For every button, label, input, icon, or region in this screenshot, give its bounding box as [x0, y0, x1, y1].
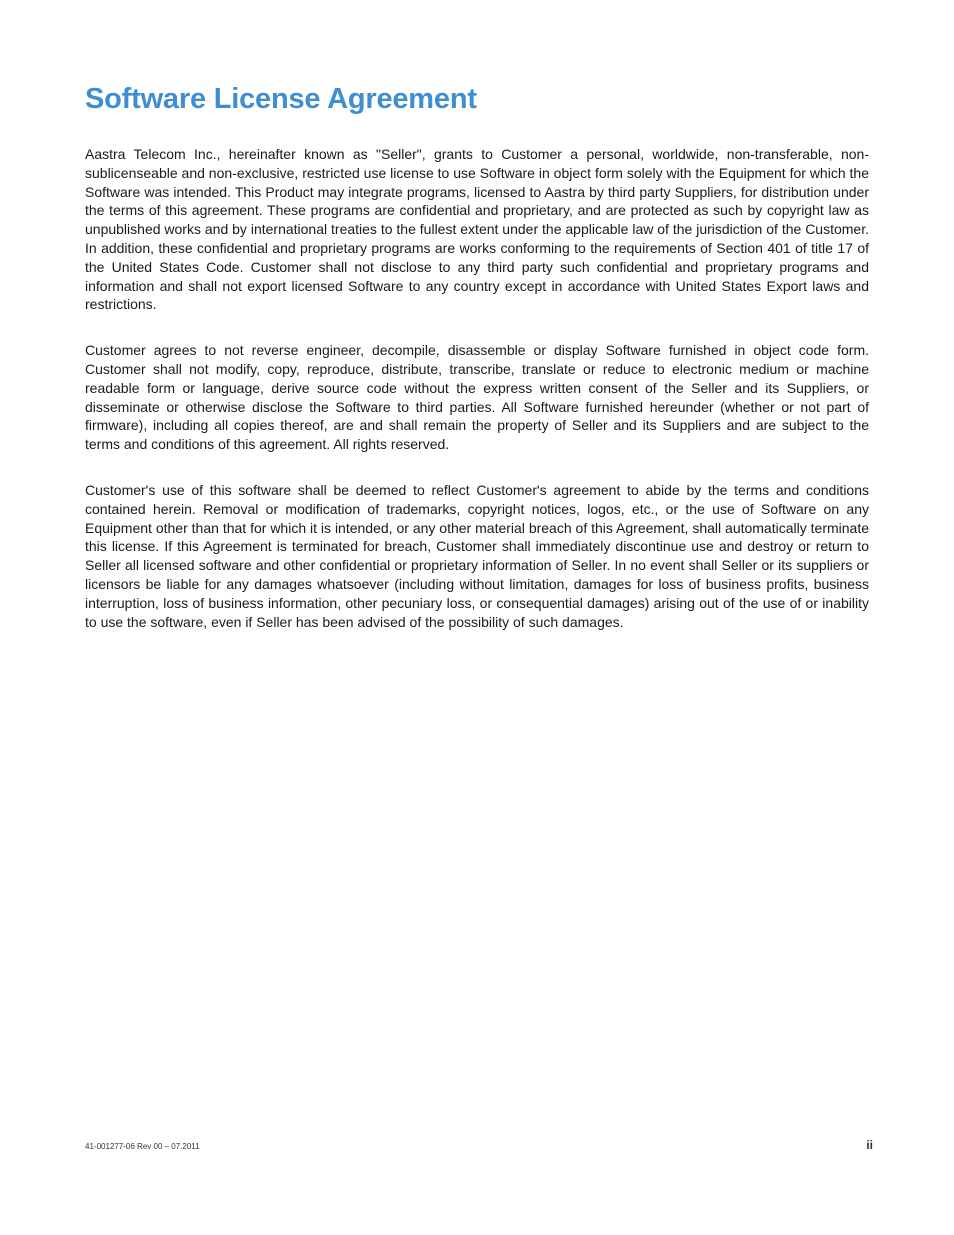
license-body [85, 145, 869, 658]
license-paragraph-3: Customer's use of this software shall be deemed to reflect Customer's agreement to abide by the terms and conditions contained herein. Removal or modification of trademarks, copyright notices, logos, etc., or the use of Software on any Equipment other than that for which it is intended, or any other material breach of this Agreement, shall automatically terminate this license. If this Agreement is terminated for breach, Customer shall immediately discontinue use and destroy or return to Seller all licensed software and other confidential or proprietary information of Seller. In no event shall Seller or its suppliers or licensors be liable for any damages whatsoever (including without limitation, damages for loss of business profits, business interruption, loss of business information, other pecuniary loss, or consequential damages) arising out of the use of or inability to use the software, even if Seller has been advised of the possibility of such damages. [85, 481, 869, 630]
page-title: Software License Agreement [85, 83, 477, 115]
footer-document-number: 41-001277-06 Rev 00 – 07.2011 [85, 1142, 200, 1151]
license-paragraph-2: Customer agrees to not reverse engineer, decompile, disassemble or display Software furnished in object code form. Customer shall not modify, copy, reproduce, distribute, transcribe, translate or reduce to electronic medium or machine readable form or language, derive source code without the express written consent of the Seller and its Suppliers, or disseminate or otherwise disclose the Software to third parties. All Software furnished hereunder (whether or not part of firmware), including all copies thereof, are and shall remain the property of Seller and its Suppliers and are subject to the terms and conditions of this agreement. All rights reserved. [85, 342, 869, 453]
license-paragraph-1: Aastra Telecom Inc., hereinafter known as "Seller", grants to Customer a personal, worldwide, non-transferable, non-sublicenseable and non-exclusive, restricted use license to use Software in object form solely with the Equipment for which the Software was intended. This Product may integrate programs, licensed to Aastra by third party Suppliers, for distribution under the terms of this agreement. These programs are confidential and proprietary, and are protected as such by copyright law as unpublished works and by international treaties to the fullest extent under the applicable law of the jurisdiction of the Customer. In addition, these confidential and proprietary programs are works conforming to the requirements of Section 401 of title 17 of the United States Code. Customer shall not disclose to any third party such confidential and proprietary programs and information and shall not export licensed Software to any country except in accordance with United States Export laws and restrictions. [85, 146, 869, 313]
footer-page-number: ii [866, 1138, 873, 1152]
